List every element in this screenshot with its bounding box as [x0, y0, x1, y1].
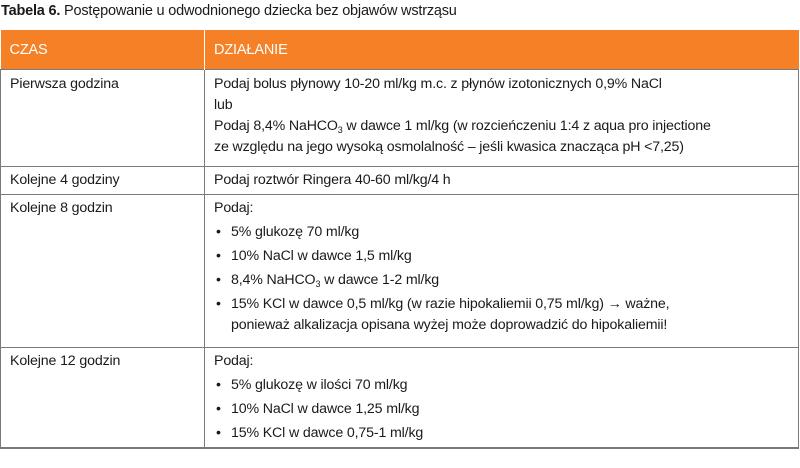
bullet-icon: • — [216, 248, 221, 264]
text-part: Podaj 8,4% NaHCO — [214, 118, 338, 134]
list-item — [214, 222, 790, 243]
table-row — [1, 195, 799, 348]
action-line: lub — [214, 97, 233, 113]
list-item-text: 10% NaCl w dawce 1,25 ml/kg — [231, 401, 420, 417]
action-cell — [205, 167, 799, 195]
action-line: Podaj bolus płynowy 10-20 ml/kg m.c. z płynów izotonicznych 0,9% NaCl — [214, 76, 662, 92]
table-row — [1, 348, 799, 449]
bullet-list — [214, 222, 790, 336]
list-item — [214, 423, 790, 444]
table-row — [1, 167, 799, 195]
action-line: ze względu na jego wysoką osmolalność – jeśli kwasica znacząca pH <7,25) — [214, 139, 684, 155]
treatment-table — [0, 30, 799, 449]
list-item — [214, 246, 790, 267]
list-item — [214, 375, 790, 396]
header-czas: CZAS — [1, 30, 205, 70]
action-intro: Podaj: — [214, 200, 254, 216]
text-part: w dawce 1-2 ml/kg — [320, 272, 440, 288]
action-cell — [205, 195, 799, 348]
header-dzialanie: DZIAŁANIE — [205, 30, 799, 70]
subscript: 3 — [337, 125, 343, 135]
table-caption-label: Tabela 6. — [1, 3, 61, 19]
action-line: Podaj roztwór Ringera 40-60 ml/kg/4 h — [214, 172, 451, 188]
time-cell: Kolejne 8 godzin — [1, 195, 205, 348]
action-cell — [205, 348, 799, 449]
list-item-text: 10% NaCl w dawce 1,5 ml/kg — [231, 248, 412, 264]
action-intro: Podaj: — [214, 353, 254, 369]
bullet-icon: • — [216, 401, 221, 417]
list-item-text: 5% glukozę 70 ml/kg — [231, 224, 360, 240]
text-part: 8,4% NaHCO — [231, 272, 316, 288]
bullet-icon: • — [216, 377, 221, 393]
bullet-icon: • — [216, 296, 221, 312]
list-item-text: 15% KCl w dawce 0,5 ml/kg (w razie hipokaliemii 0,75 ml/kg) → ważne, — [231, 296, 670, 312]
table-caption-text: Postępowanie u odwodnionego dziecka bez objawów wstrząsu — [60, 3, 457, 19]
time-cell: Pierwsza godzina — [1, 70, 205, 167]
list-item — [214, 294, 790, 336]
bullet-icon: • — [216, 224, 221, 240]
bullet-list — [214, 375, 790, 444]
table-caption — [1, 3, 457, 19]
time-cell: Kolejne 12 godzin — [1, 348, 205, 449]
list-item — [214, 270, 790, 291]
action-cell — [205, 70, 799, 167]
time-cell: Kolejne 4 godziny — [1, 167, 205, 195]
action-line — [214, 116, 790, 137]
bullet-icon: • — [216, 425, 221, 441]
table-header-row — [1, 30, 799, 70]
text-part: w dawce 1 ml/kg (w rozcieńczeniu 1:4 z aqua pro injectione — [342, 118, 711, 134]
list-item-text: 15% KCl w dawce 0,75-1 ml/kg — [231, 425, 424, 441]
list-item-text-continued: ponieważ alkalizacja opisana wyżej może doprowadzić do hipokaliemii! — [231, 317, 668, 333]
list-item — [214, 399, 790, 420]
bullet-icon: • — [216, 272, 221, 288]
subscript: 3 — [315, 279, 321, 289]
table-row — [1, 70, 799, 167]
list-item-text: 5% glukozę w ilości 70 ml/kg — [231, 377, 408, 393]
